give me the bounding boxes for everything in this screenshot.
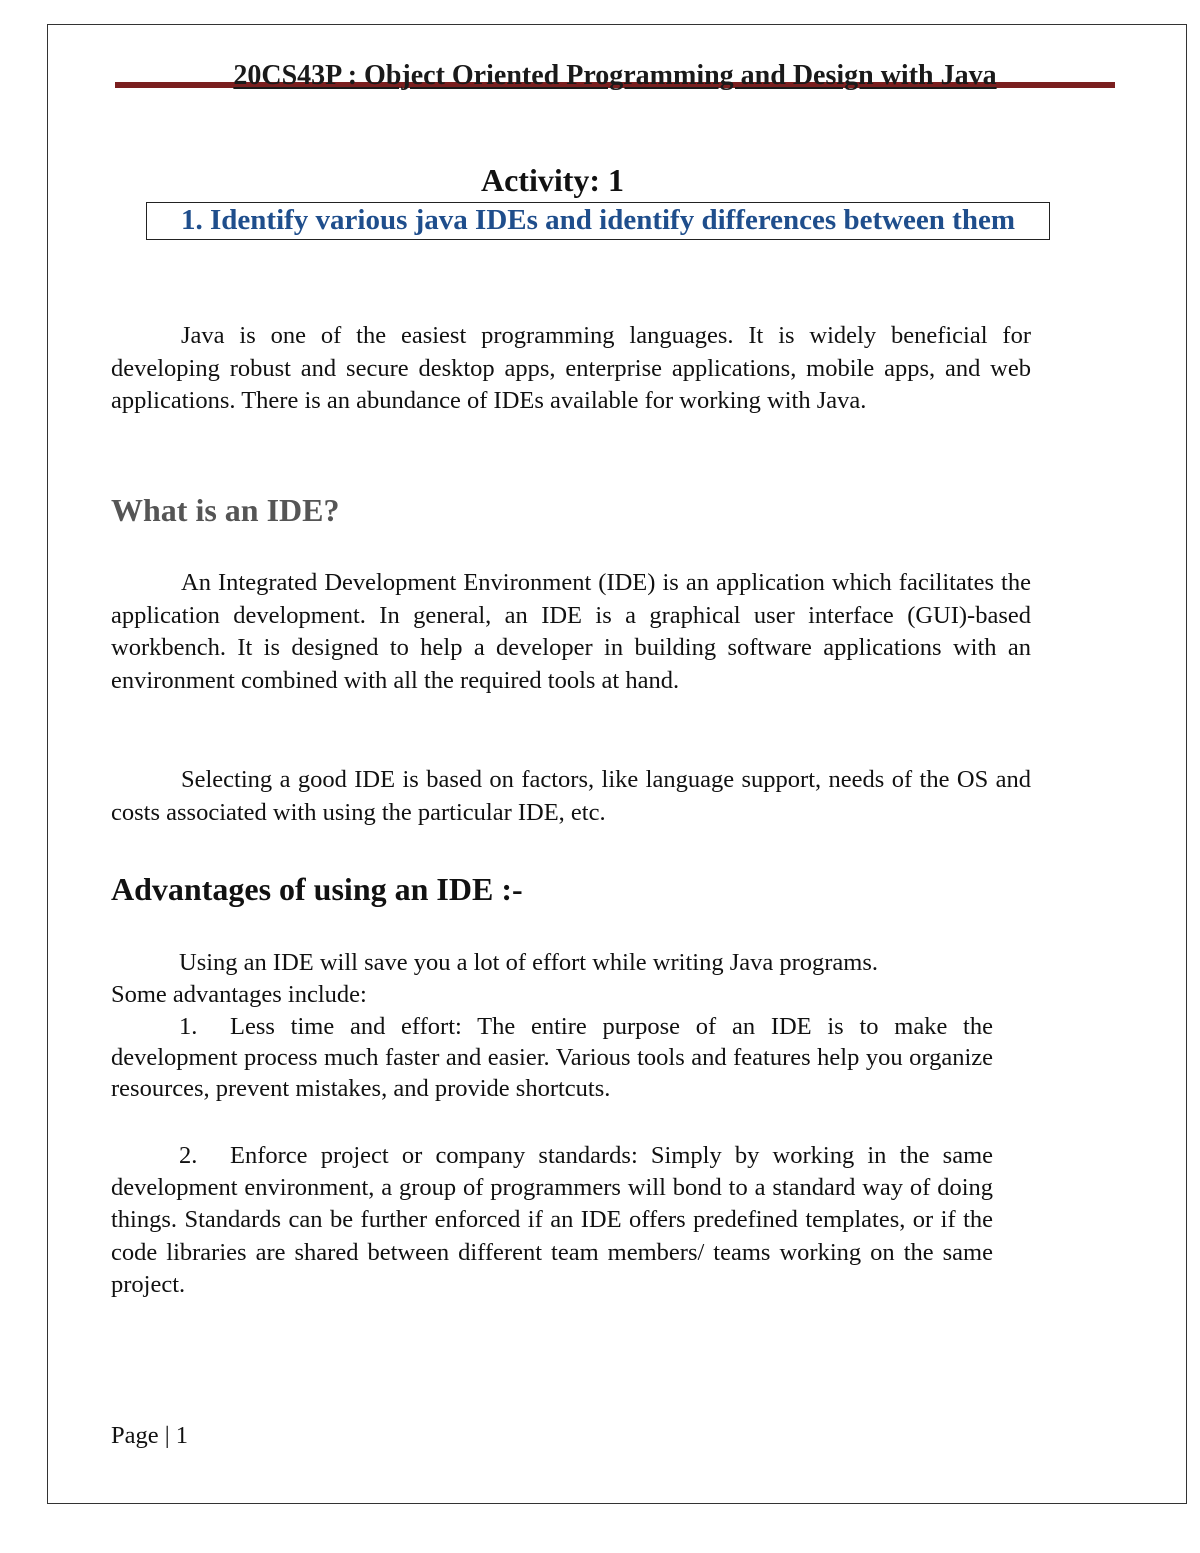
advantage-item-2-number: 2. bbox=[179, 1142, 198, 1169]
activity-title: Activity: 1 bbox=[480, 162, 625, 198]
ide-selection-text: Selecting a good IDE is based on factors, like language support, needs of the OS and costs associated with using the particular IDE, etc. bbox=[111, 766, 1031, 826]
intro-text: Java is one of the easiest programming languages. It is widely beneficial for developing robust and secure desktop apps, enterprise applications, mobile apps, and web applications. There is an abundance of IDEs available for working with Java. bbox=[111, 322, 1031, 414]
what-is-ide-heading: What is an IDE? bbox=[111, 492, 340, 528]
activity-subtitle: 1. Identify various java IDEs and identify differences between them bbox=[146, 202, 1050, 240]
ide-definition-paragraph bbox=[111, 567, 1031, 697]
advantage-item-2 bbox=[111, 1140, 993, 1301]
course-title: 20CS43P : Object Oriented Programming and Design with Java bbox=[233, 60, 997, 91]
advantages-heading: Advantages of using an IDE :- bbox=[111, 871, 523, 907]
advantage-item-1 bbox=[111, 1011, 993, 1104]
intro-paragraph bbox=[111, 320, 1031, 418]
advantage-item-2-text: Enforce project or company standards: Simply by working in the same development environment, a group of programmers will bond to a standard way of doing things. Standards can be further enforced if an IDE offers predefined templates, or if the code libraries are shared between different team members/ teams working on the same project. bbox=[111, 1142, 993, 1298]
advantage-item-1-text: Less time and effort: The entire purpose of an IDE is to make the development process much faster and easier. Various tools and features help you organize resources, prevent mistakes, and provide shortcuts. bbox=[111, 1013, 993, 1102]
ide-selection-paragraph bbox=[111, 764, 1031, 829]
page-number: Page | 1 bbox=[111, 1422, 189, 1449]
advantages-intro bbox=[111, 947, 993, 1011]
ide-definition-text: An Integrated Development Environment (IDE) is an application which facilitates the application development. In general, an IDE is a graphical user interface (GUI)-based workbench. It is designed to help a developer in building software applications with an environment combined with all the required tools at hand. bbox=[111, 569, 1031, 694]
advantages-intro-line2: Some advantages include: bbox=[111, 981, 367, 1008]
advantages-intro-line1: Using an IDE will save you a lot of effort while writing Java programs. bbox=[179, 949, 879, 976]
advantage-item-1-number: 1. bbox=[179, 1013, 198, 1040]
